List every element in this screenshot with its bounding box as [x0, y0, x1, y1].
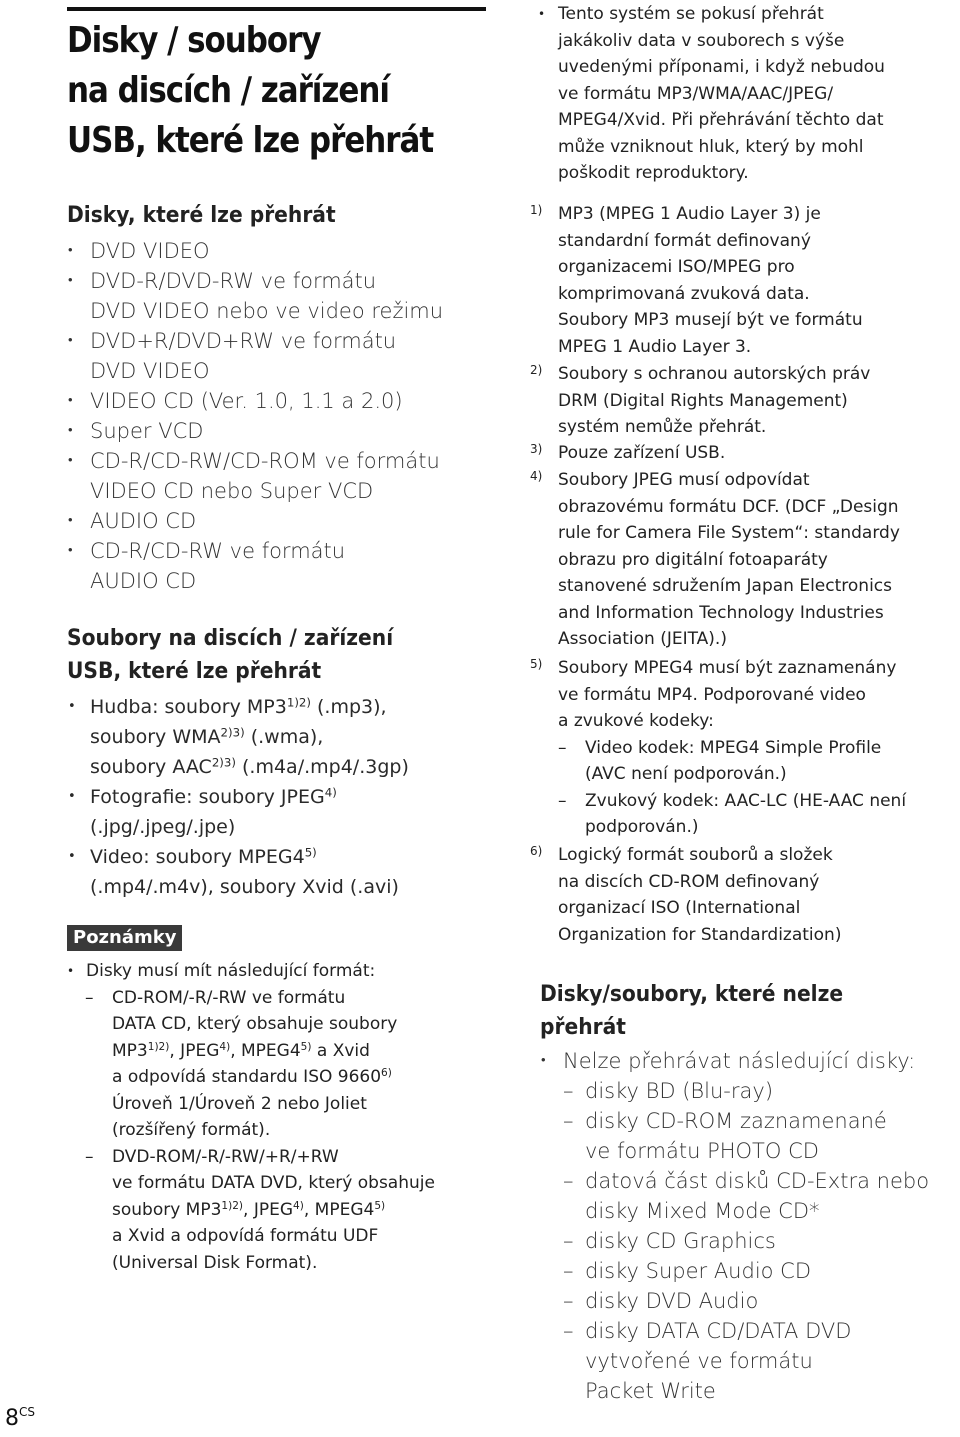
bullet-icon: •: [68, 849, 76, 864]
dash-icon: –: [563, 1289, 574, 1313]
unplayable-item: – disky CD-ROM zaznamenané ve formátu PHOTO CD: [585, 1106, 953, 1166]
dash-icon: –: [563, 1079, 574, 1103]
section-heading-discs: Disky, které lze přehrát: [67, 203, 336, 228]
list-item: • DVD VIDEO: [90, 236, 443, 266]
dash-icon: –: [563, 1319, 574, 1343]
dash-icon: –: [85, 987, 94, 1008]
bullet-icon: •: [68, 789, 76, 804]
bullet-icon: •: [68, 243, 73, 258]
bullet-icon: •: [538, 7, 546, 21]
list-item: • CD-R/CD-RW/CD-ROM ve formátu VIDEO CD nebo Super VCD: [90, 446, 443, 506]
unplayable-item: – disky DVD Audio: [585, 1286, 953, 1316]
section-heading-files: Soubory na discích / zařízení USB, které lze přehrát: [67, 626, 394, 684]
bullet-icon: •: [68, 393, 73, 408]
unplayable-item: – datová část disků CD-Extra nebo disky Mixed Mode CD*: [585, 1166, 953, 1226]
footnote-1: 1) MP3 (MPEG 1 Audio Layer 3) je standardní formát definovaný organizacemi ISO/MPEG pro komprimovaná zvuková data. Soubory MP3 musejí být ve formátu MPEG 1 Audio Layer 3.: [530, 203, 863, 357]
unplayable-item: – disky Super Audio CD: [585, 1256, 953, 1286]
bullet-icon: •: [68, 333, 73, 348]
dash-icon: –: [563, 1259, 574, 1283]
unplayable-item: – disky CD Graphics: [585, 1226, 953, 1256]
footnote-6: 6) Logický formát souborů a složek na discích CD-ROM definovaný organizací ISO (International Organization for Standardization): [530, 844, 842, 945]
dash-icon: –: [563, 1229, 574, 1253]
list-item-video: • Video: soubory MPEG4$^{5)}$ (.mp4/.m4v), soubory Xvid (.avi): [90, 842, 409, 902]
top-rule: [67, 7, 486, 11]
list-item: • Super VCD: [90, 416, 443, 446]
page-title: [67, 16, 434, 166]
footnote-5: 5) Soubory MPEG4 musí být zaznamenány ve formátu MP4. Podporované video a zvukové kodeky: – Video kodek: MPEG4 Simple Profile (AVC není podporován.) – Zvukový kodek: AAC-LC (HE-AAC není podporován.): [530, 657, 907, 837]
dash-icon: –: [558, 737, 567, 758]
list-item: • VIDEO CD (Ver. 1.0, 1.1 a 2.0): [90, 386, 443, 416]
section-heading-unplayable: Disky/soubory, které nelze přehrát: [540, 982, 844, 1040]
playable-discs-list: [68, 236, 444, 596]
unplayable-list: [541, 1046, 953, 1406]
dash-icon: –: [85, 1146, 94, 1167]
dash-icon: –: [563, 1109, 574, 1133]
unplayable-item: – disky DATA CD/DATA DVD vytvořené ve formátu Packet Write: [585, 1316, 953, 1406]
list-item: • DVD-R/DVD-RW ve formátu DVD VIDEO nebo ve video režimu: [90, 266, 443, 326]
list-item: • DVD+R/DVD+RW ve formátu DVD VIDEO: [90, 326, 443, 386]
bullet-icon: •: [67, 964, 75, 978]
footnote-4: 4) Soubory JPEG musí odpovídat obrazovému formátu DCF. (DCF „Design rule for Camera File System“: standardy obrazu pro digitální fotoaparáty stanovené sdružením Japan Electronics and Information Technology Industries Association (JEITA).): [530, 469, 900, 649]
notes-label: Poznámky: [67, 925, 182, 951]
list-item: • AUDIO CD: [90, 506, 443, 536]
playable-files-list: [68, 692, 409, 902]
note-subitem: – DVD-ROM/-R/-RW/+R/+RW ve formátu DATA DVD, který obsahuje soubory $MP3^{1)2)}$, JPEG$^{4)}$, MPEG4$^{5)}$ a Xvid a odpovídá formátu UDF (Universal Disk Format).: [112, 1144, 486, 1277]
footnote-2: 2) Soubory s ochranou autorských práv DRM (Digital Rights Management) systém nemůže přehrát.: [530, 363, 871, 437]
list-item: • Nelze přehrávat následující disky: – disky BD (Blu-ray) – disky CD-ROM zaznamenané ve formátu PHOTO CD – datová část disků CD-Extra nebo disky Mixed Mode CD* – disky CD Graphics – disky Super Audio CD – disky DVD Audio – disky DATA CD/DATA DVD vytvořené ve formátu Packet Write: [563, 1046, 953, 1406]
list-item: • CD-R/CD-RW ve formátu AUDIO CD: [90, 536, 443, 596]
note-subitem: – CD-ROM/-R/-RW ve formátu DATA CD, který obsahuje soubory $MP3^{1)2)}$, JPEG$^{4)}$, MPEG4$^{5)}$ a Xvid a odpovídá standardu ISO 9660$^{6)}$ Úroveň 1/Úroveň 2 nebo Joliet (rozšířený formát).: [112, 985, 486, 1144]
bullet-icon: •: [68, 699, 76, 714]
unplayable-item: – disky BD (Blu-ray): [585, 1076, 953, 1106]
bullet-icon: •: [68, 423, 73, 438]
bullet-icon: •: [68, 453, 73, 468]
footnote-3: 3) Pouze zařízení USB.: [530, 442, 726, 463]
note-item: • Tento systém se pokusí přehrát jakákoliv data v souborech s výše uvedenými příponami, i když nebudou ve formátu MP3/WMA/AAC/JPEG/ MPEG4/Xvid. Při přehrávání těchto dat může vzniknout hluk, který by mohl poškodit reproduktory.: [558, 1, 885, 187]
list-item-photo: • Fotografie: soubory JPEG$^{4)}$ (.jpg/.jpeg/.jpe): [90, 782, 409, 842]
list-item-music: • Hudba: soubory $MP3^{1)2)}$ (.mp3), soubory $WMA^{2)3)}$ (.wma), soubory $AAC^{2)3)}$ (.m4a/.mp4/.3gp): [90, 692, 409, 782]
right-note-list: [538, 1, 885, 187]
bullet-icon: •: [68, 513, 73, 528]
page-number: $8^{CS}$: [5, 1405, 35, 1431]
bullet-icon: •: [541, 1053, 546, 1068]
note-item: • Disky musí mít následující formát: – CD-ROM/-R/-RW ve formátu DATA CD, který obsahuje soubory $MP3^{1)2)}$, JPEG$^{4)}$, MPEG4$^{5)}$ a Xvid a odpovídá standardu ISO 9660$^{6)}$ Úroveň 1/Úroveň 2 nebo Joliet (rozšířený formát). – DVD-ROM/-R/-RW/+R/+RW ve formátu DATA DVD, který obsahuje soubory $MP3^{1)2)}$, JPEG$^{4)}$, MPEG4$^{5)}$ a Xvid a odpovídá formátu UDF (Universal Disk Format).: [86, 958, 486, 1276]
bullet-icon: •: [68, 273, 73, 288]
title-line: na discích / zařízení: [67, 70, 389, 111]
dash-icon: –: [558, 790, 567, 811]
dash-icon: –: [563, 1169, 574, 1193]
title-line: Disky / soubory: [67, 20, 321, 61]
bullet-icon: •: [68, 543, 73, 558]
title-line: USB, které lze přehrát: [67, 120, 434, 161]
notes-list: [67, 958, 486, 1276]
